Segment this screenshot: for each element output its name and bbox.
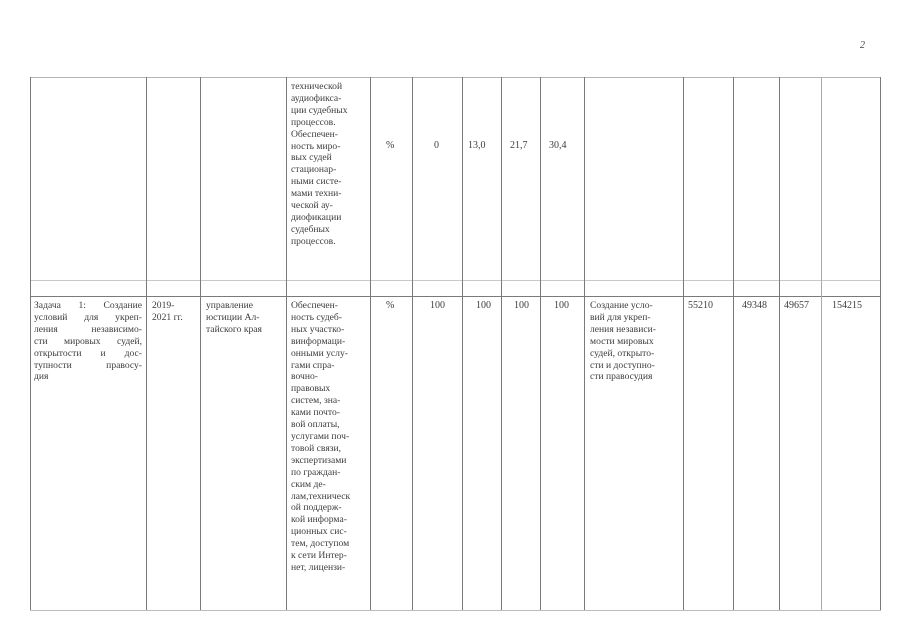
text-line: тем, доступом	[291, 538, 350, 550]
col-line-8	[540, 77, 541, 610]
row1-value-4: 30,4	[549, 140, 567, 151]
text-line: услугами поч-	[291, 430, 350, 442]
text-line: к сети Интер-	[291, 550, 347, 562]
text-line: управление	[206, 300, 253, 311]
col-line-6	[462, 77, 463, 610]
text-line: ционных сис-	[291, 526, 347, 538]
row1-indicator	[291, 81, 366, 248]
text-line: мами техни-	[291, 188, 342, 200]
row2-funding-1: 55210	[688, 300, 713, 311]
text-line: ским де-	[291, 478, 326, 490]
col-line-12	[779, 77, 780, 610]
text-line: гами спра-	[291, 359, 335, 371]
row1-unit: %	[386, 140, 395, 151]
text-line: винформаци-	[291, 335, 346, 347]
text-line: процессов.	[291, 235, 336, 247]
col-line-14	[880, 77, 881, 610]
text-line: ческой ау-	[291, 200, 333, 212]
text-line: судебных	[291, 223, 330, 235]
text-line: лам,техническ	[291, 490, 351, 502]
text-line: Обеспечен-	[291, 300, 339, 311]
col-line-3	[286, 77, 287, 610]
text-line: стационар-	[291, 164, 337, 176]
col-line-4	[370, 77, 371, 610]
text-line: процессов.	[291, 116, 336, 128]
row2-result	[590, 300, 680, 383]
text-line: судей, открыто-	[590, 347, 655, 359]
row1-value-3: 21,7	[510, 140, 528, 151]
col-line-2	[200, 77, 201, 610]
text-line: технической	[291, 81, 343, 92]
col-line-10	[683, 77, 684, 610]
text-line: мости мировых	[590, 335, 654, 347]
col-line-13	[821, 77, 822, 610]
text-line: ой поддерж-	[291, 502, 342, 514]
row2-indicator	[291, 300, 366, 574]
text-line: условий для укреп-	[34, 311, 142, 323]
text-line: открытости и дос-	[34, 347, 142, 359]
row2-value-3: 100	[514, 300, 529, 311]
text-line: сти правосудия	[590, 371, 653, 383]
text-line: товой связи,	[291, 442, 342, 454]
text-line: сти и доступно-	[590, 359, 655, 371]
row2-funding-2: 49348	[742, 300, 767, 311]
text-line: правовых	[291, 383, 331, 395]
row1-value-1: 0	[434, 140, 439, 151]
text-line: нет, лицензи-	[291, 561, 346, 573]
text-line: ных участко-	[291, 323, 345, 335]
page-number: 2	[860, 40, 865, 51]
text-line: ность судеб-	[291, 311, 342, 323]
text-line: вочно-	[291, 371, 318, 383]
row2-value-4: 100	[554, 300, 569, 311]
text-line: тайского края	[206, 323, 262, 335]
col-line-11	[733, 77, 734, 610]
text-line: 2021 гг.	[152, 311, 183, 323]
col-line-9	[584, 77, 585, 610]
text-line: ными систе-	[291, 176, 342, 188]
row2-bottom-border	[30, 610, 881, 611]
row2-value-1: 100	[430, 300, 445, 311]
row2-funding-4: 154215	[832, 300, 862, 311]
row1-value-2: 13,0	[468, 140, 486, 151]
text-line: экспертизами	[291, 454, 347, 466]
row2-executor	[206, 300, 284, 336]
text-line: ления независи-	[590, 323, 656, 335]
row2-value-2: 100	[476, 300, 491, 311]
text-line: систем, зна-	[291, 395, 341, 407]
text-line: диофикации	[291, 211, 342, 223]
row1-bottom-border	[30, 280, 881, 281]
text-line: Создание усло-	[590, 300, 653, 311]
row2-period	[152, 300, 198, 324]
row2-funding-3: 49657	[784, 300, 809, 311]
text-line: тупности правосу-	[34, 359, 142, 371]
row2-task	[34, 300, 142, 383]
text-line: кой информа-	[291, 514, 347, 526]
text-line: онными услу-	[291, 347, 348, 359]
text-line: ции судебных	[291, 104, 348, 116]
text-line: ления независимо-	[34, 323, 142, 335]
col-line-1	[146, 77, 147, 610]
text-line: юстиции Ал-	[206, 311, 260, 323]
text-line: аудиофикса-	[291, 92, 342, 104]
col-line-0	[30, 77, 31, 610]
text-line: ность миро-	[291, 140, 341, 152]
col-line-5	[412, 77, 413, 610]
row2-top-border	[30, 296, 881, 297]
text-line: вий для укреп-	[590, 311, 651, 323]
text-line: Задача 1: Создание	[34, 300, 142, 311]
text-line: сти мировых судей,	[34, 335, 142, 347]
text-line: ками почто-	[291, 407, 340, 419]
text-line: вых судей	[291, 152, 332, 164]
text-line: дия	[34, 371, 49, 383]
row1-top-border	[30, 77, 881, 78]
col-line-7	[501, 77, 502, 610]
text-line: вой оплаты,	[291, 419, 340, 431]
text-line: Обеспечен-	[291, 128, 339, 140]
text-line: по граждан-	[291, 466, 341, 478]
row2-unit: %	[386, 300, 395, 311]
text-line: 2019-	[152, 300, 175, 311]
